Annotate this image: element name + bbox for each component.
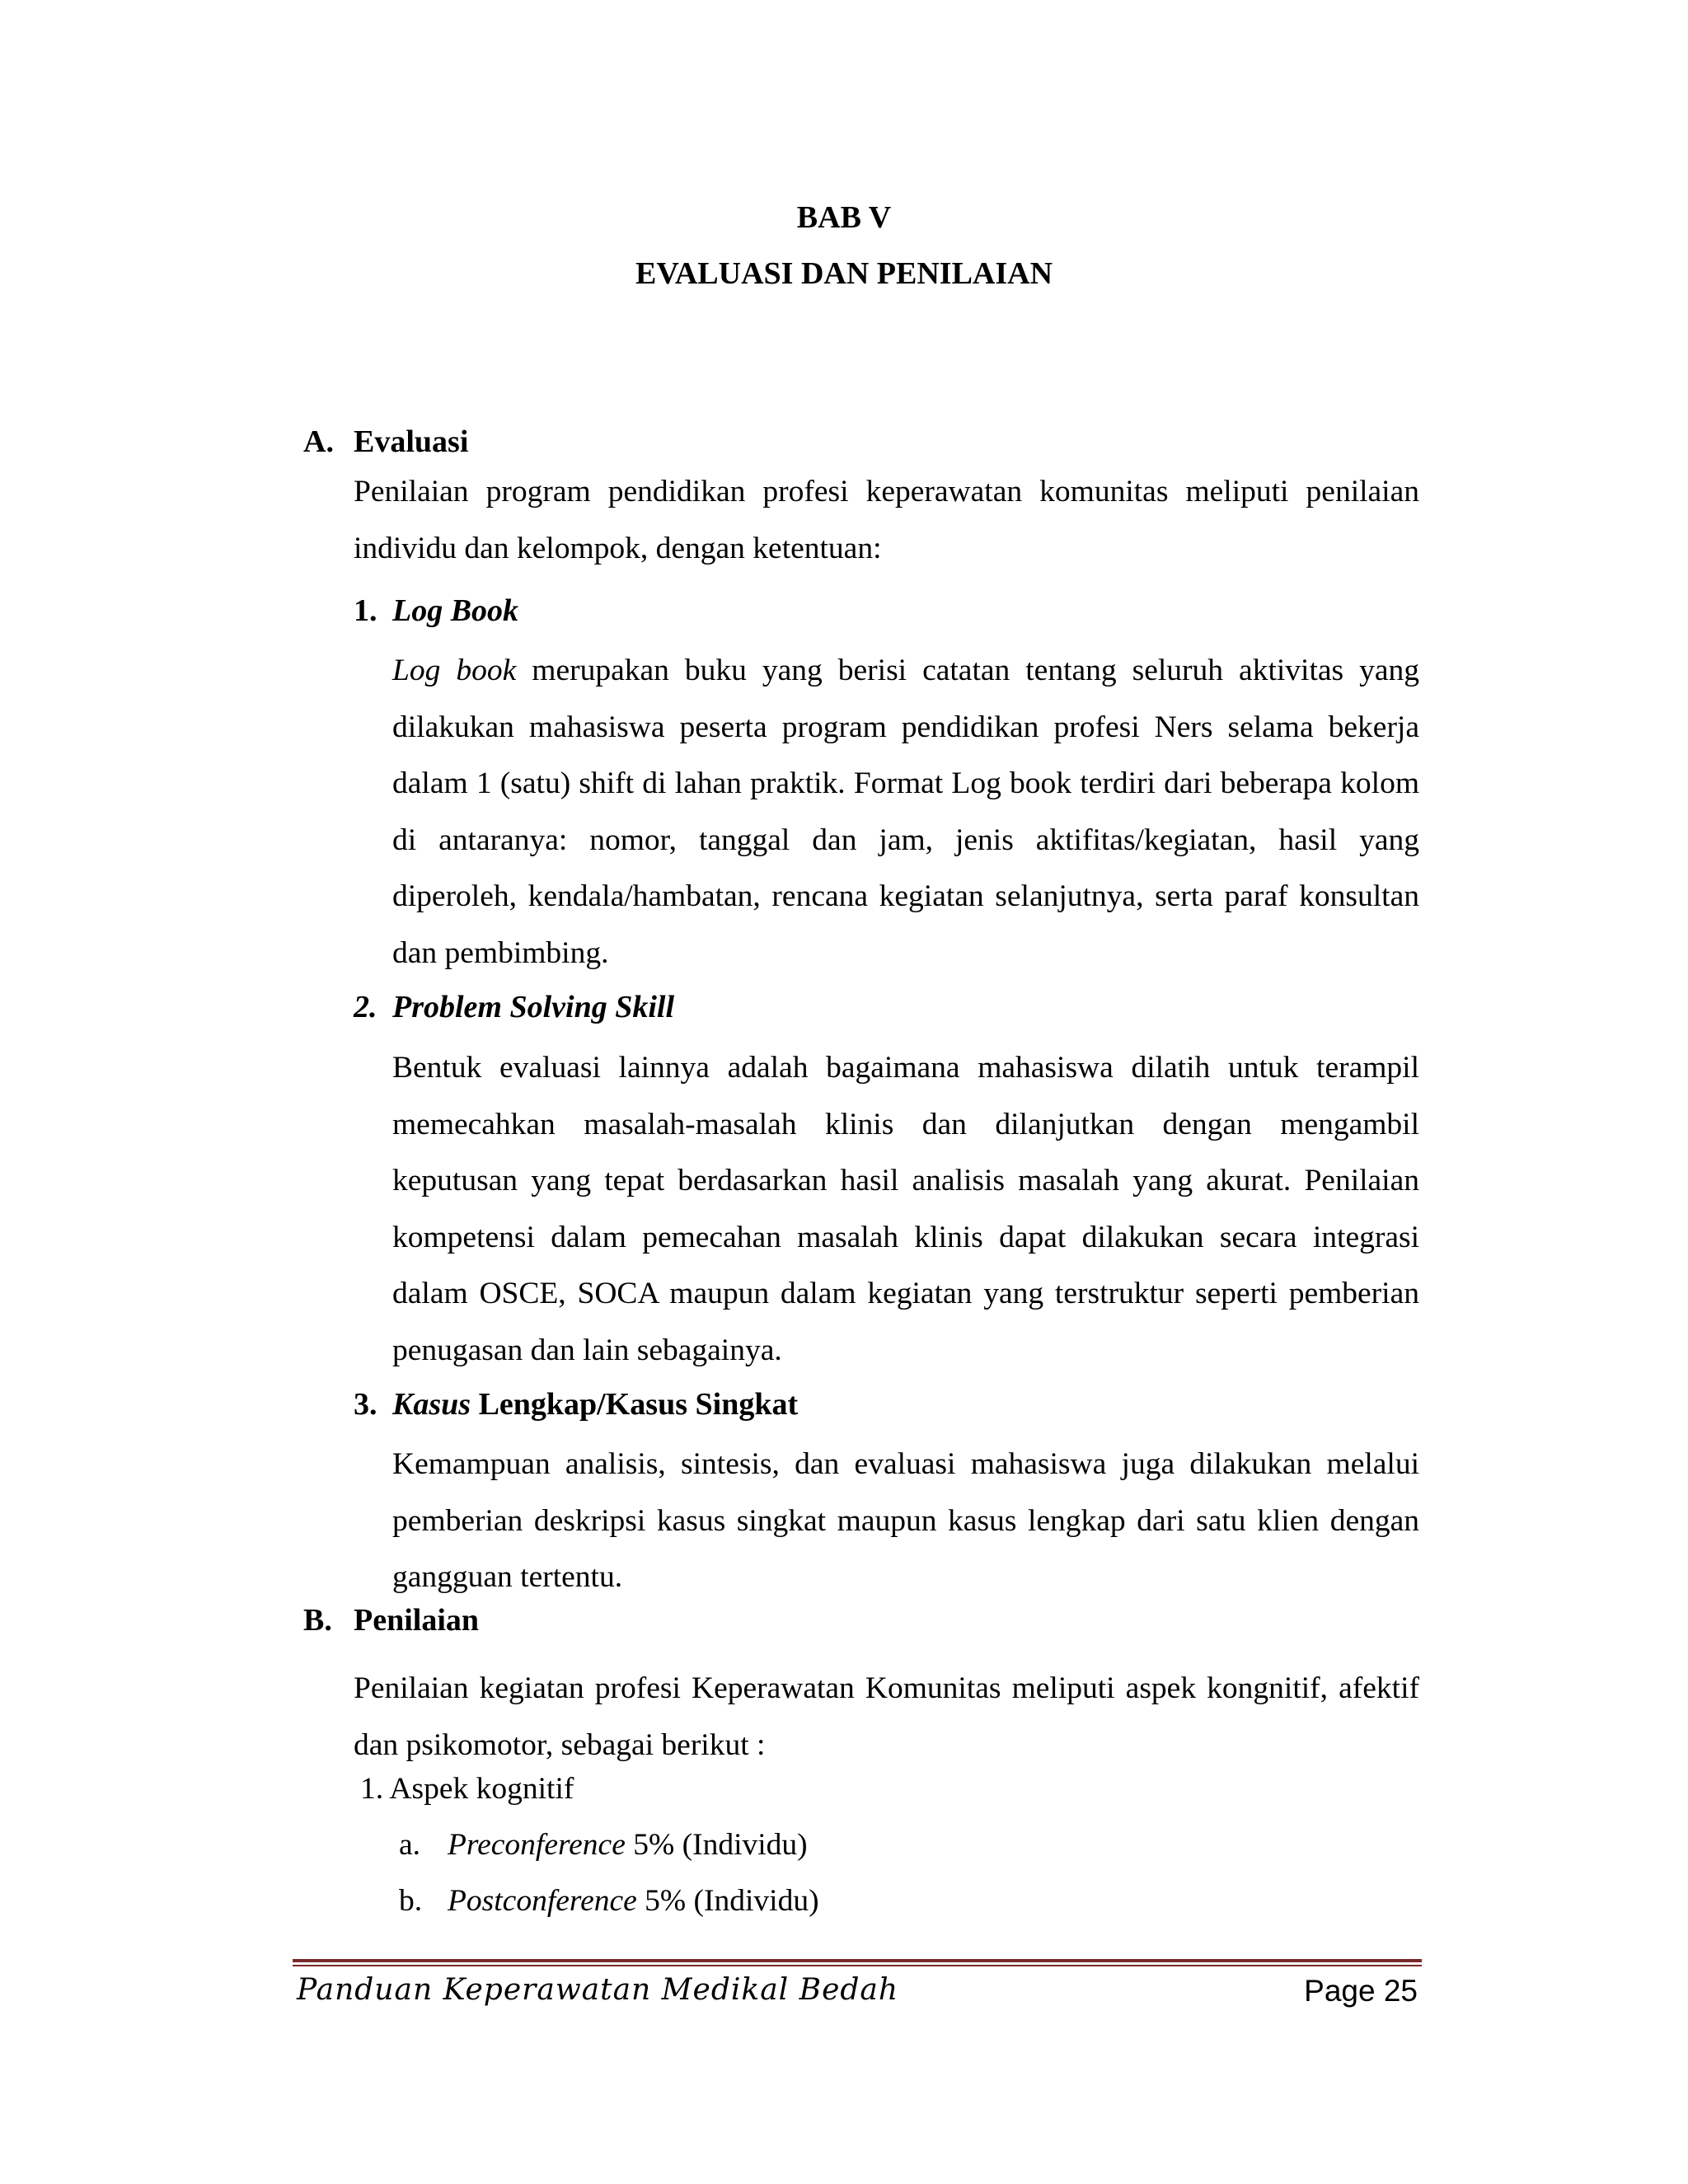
subitem-b-letter: b. (399, 1884, 423, 1918)
chapter-label: BAB V (796, 200, 892, 235)
section-b-letter: B. (303, 1603, 332, 1638)
item-2-title: Problem Solving Skill (392, 990, 675, 1024)
item-1-number: 1. (354, 593, 377, 628)
item-3-number: 3. (354, 1387, 377, 1422)
section-b-intro: Penilaian kegiatan profesi Keperawatan Komunitas meliputi aspek kongnitif, afektif dan psikomotor, sebagai berikut : (354, 1671, 1419, 1762)
subitem-a-text: Preconference 5% (Individu) (448, 1828, 808, 1862)
section-a-letter: A. (303, 424, 334, 459)
section-a-title: Evaluasi (354, 424, 469, 459)
item-2-number: 2. (354, 990, 377, 1024)
footer-rule-thin (293, 1965, 1422, 1966)
item-1-title: Log Book (392, 593, 519, 628)
subitem-b-text: Postconference 5% (Individu) (448, 1884, 819, 1918)
item-1-text: merupakan buku yang berisi catatan tentang seluruh aktivitas yang dilakukan mahasiswa peserta program pendidikan profesi Ners selama bekerja dalam 1 (satu) shift di lahan praktik. Format Log book terdiri dari beberapa kolom di antaranya: nomor, tanggal dan jam, jenis aktifitas/kegiatan, hasil yang diperoleh, kendala/hambatan, rencana kegiatan selanjutnya, serta paraf konsultan dan pembimbing. (392, 654, 1420, 970)
item-3-body: Kemampuan analisis, sintesis, dan evaluasi mahasiswa juga dilakukan melalui pemberian deskripsi kasus singkat maupun kasus lengkap dari satu klien dengan gangguan tertentu. (392, 1447, 1419, 1594)
footer-rule-thick (293, 1959, 1422, 1962)
section-a-intro: Penilaian program pendidikan profesi keperawatan komunitas meliputi penilaian individu dan kelompok, dengan ketentuan: (354, 475, 1419, 565)
aspect-kognitif: 1. Aspek kognitif (360, 1772, 574, 1806)
section-b-title: Penilaian (354, 1603, 480, 1638)
footer-document-title: Panduan Keperawatan Medikal Bedah (297, 1973, 899, 2007)
subitem-a-letter: a. (399, 1828, 421, 1862)
item-3-title: Kasus Lengkap/Kasus Singkat (392, 1387, 799, 1422)
chapter-title: EVALUASI DAN PENILAIAN (635, 256, 1053, 291)
item-1-body (392, 643, 1419, 982)
footer-page-number: Page 25 (1304, 1974, 1418, 2008)
item-2-body: Bentuk evaluasi lainnya adalah bagaimana mahasiswa dilatih untuk terampil memecahkan masalah-masalah klinis dan dilanjutkan dengan mengambil keputusan yang tepat berdasarkan hasil analisis masalah yang akurat. Penilaian kompetensi dalam pemecahan masalah klinis dapat dilakukan secara integrasi dalam OSCE, SOCA maupun dalam kegiatan yang terstruktur seperti pemberian penugasan dan lain sebagainya. (392, 1051, 1419, 1367)
item-1-lead: Log book (392, 654, 517, 687)
